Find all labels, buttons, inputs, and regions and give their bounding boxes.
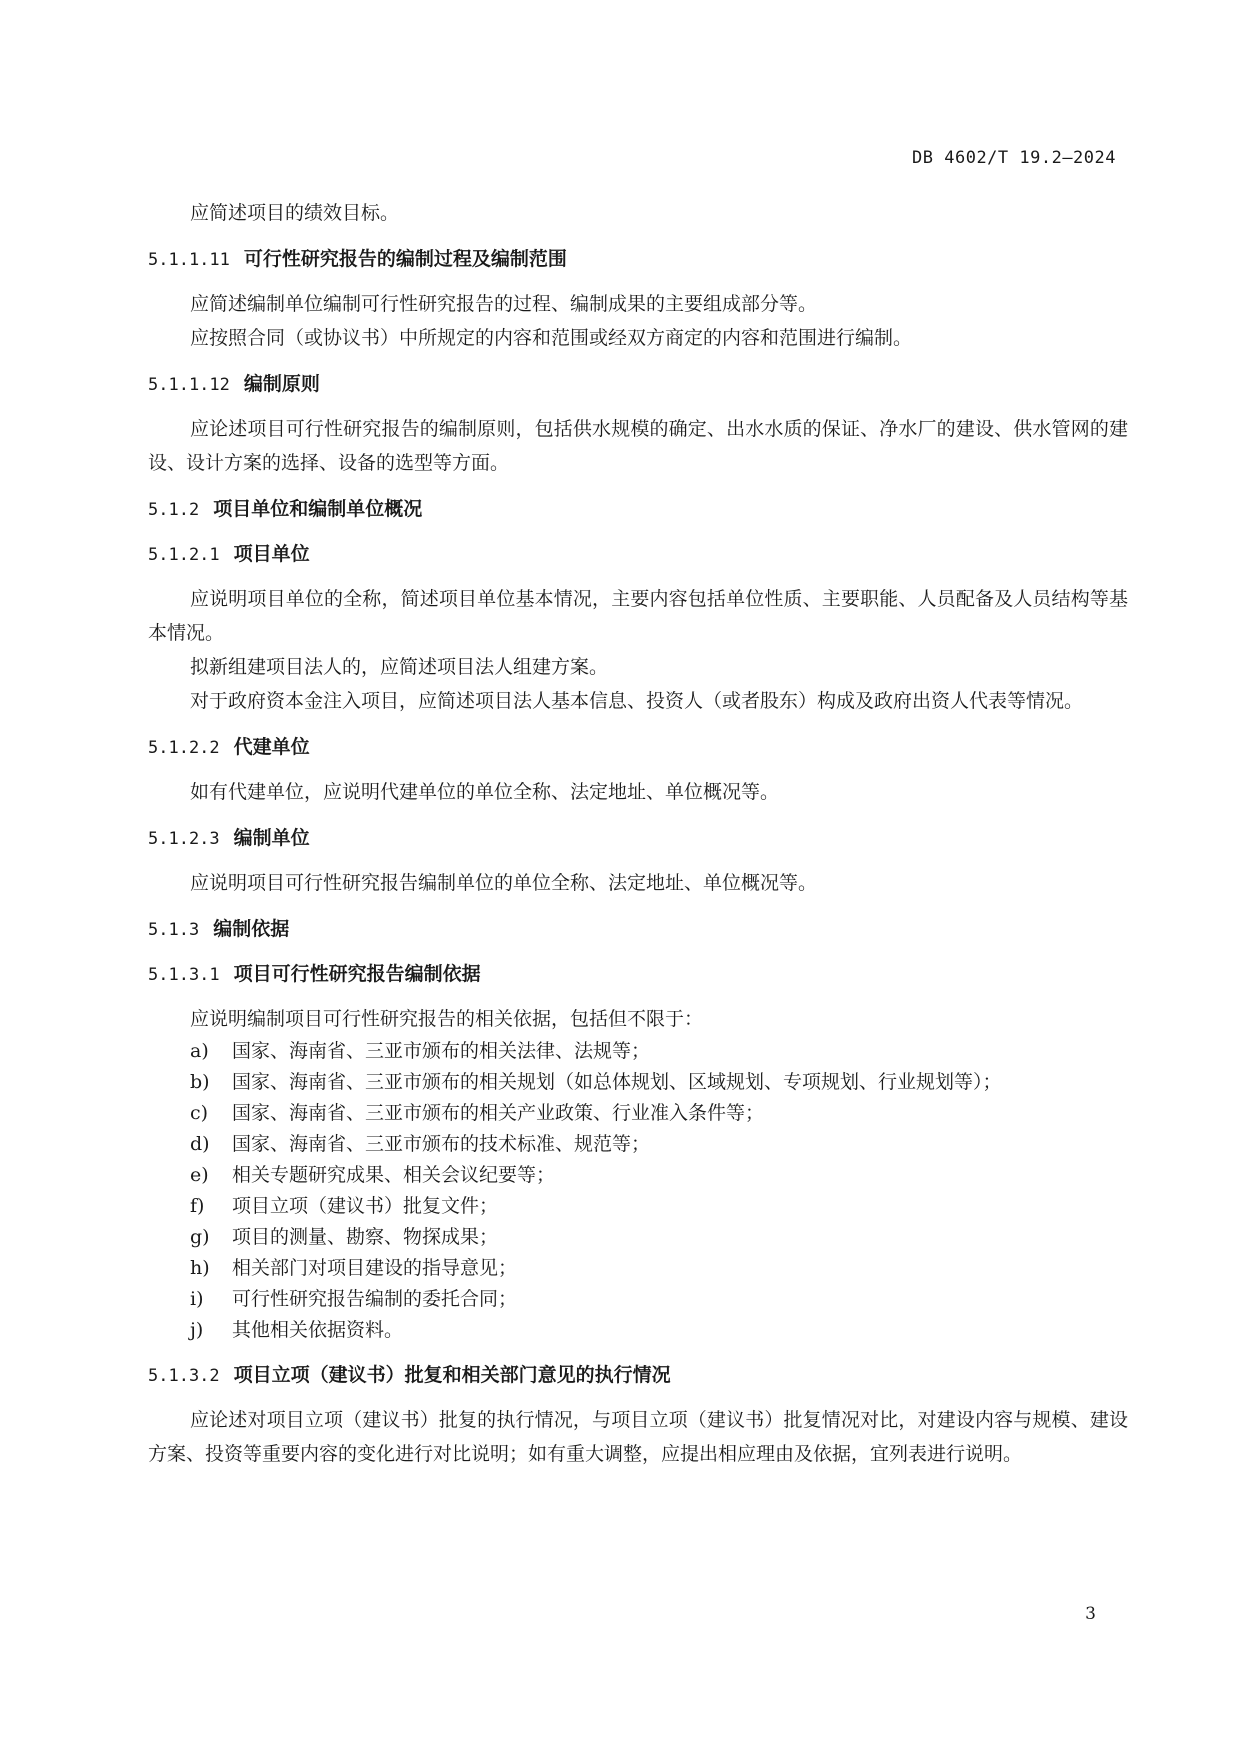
section-heading-5-1-2-2 <box>148 732 1128 763</box>
section-number: 5.1.3.2 <box>148 1366 220 1386</box>
paragraph: 如有代建单位，应说明代建单位的单位全称、法定地址、单位概况等。 <box>190 781 780 803</box>
section-number: 5.1.1.11 <box>148 250 230 270</box>
paragraph: 应简述项目的绩效目标。 <box>190 202 400 224</box>
paragraph: 应论述项目可行性研究报告的编制原则，包括供水规模的确定、出水水质的保证、净水厂的建设、供水管网的建设、设计方案的选择、设备的选型等方面。 <box>148 418 1128 474</box>
paragraph: 应说明编制项目可行性研究报告的相关依据，包括但不限于： <box>190 1008 704 1030</box>
list-item-text: 国家、海南省、三亚市颁布的相关产业政策、行业准入条件等； <box>232 1102 765 1124</box>
page-number: 3 <box>1085 1604 1096 1624</box>
section-title: 代建单位 <box>233 736 310 758</box>
list-item-text: 国家、海南省、三亚市颁布的技术标准、规范等； <box>232 1133 651 1155</box>
list-item-text: 相关专题研究成果、相关会议纪要等； <box>232 1164 556 1186</box>
list-item <box>148 1315 1128 1346</box>
list-marker: a) <box>190 1040 209 1062</box>
list-item <box>148 1191 1128 1222</box>
list-item <box>148 1067 1128 1098</box>
list-item <box>148 1284 1128 1315</box>
section-heading-5-1-2 <box>148 494 1128 525</box>
section-number: 5.1.2.3 <box>148 829 220 849</box>
list-item-text: 国家、海南省、三亚市颁布的相关法律、法规等； <box>232 1040 651 1062</box>
list-marker: e) <box>190 1164 209 1186</box>
list-item <box>148 1129 1128 1160</box>
section-heading-5-1-2-1 <box>148 539 1128 570</box>
section-heading-5-1-2-3 <box>148 823 1128 854</box>
list-item-text: 项目的测量、勘察、物探成果； <box>232 1226 499 1248</box>
section-heading-5-1-3 <box>148 914 1128 945</box>
paragraph: 应说明项目单位的全称，简述项目单位基本情况，主要内容包括单位性质、主要职能、人员配备及人员结构等基本情况。 <box>148 588 1128 644</box>
list-item <box>148 1253 1128 1284</box>
section-number: 5.1.3.1 <box>148 965 220 985</box>
list-item <box>148 1160 1128 1191</box>
section-title: 编制单位 <box>233 827 310 849</box>
section-title: 编制原则 <box>243 373 320 395</box>
paragraph: 对于政府资本金注入项目，应简述项目法人基本信息、投资人（或者股东）构成及政府出资人代表等情况。 <box>190 690 1084 712</box>
list-marker: h) <box>190 1257 210 1279</box>
section-number: 5.1.3 <box>148 920 200 940</box>
list-item-text: 相关部门对项目建设的指导意见； <box>232 1257 518 1279</box>
section-number: 5.1.2.1 <box>148 545 220 565</box>
paragraph: 应按照合同（或协议书）中所规定的内容和范围或经双方商定的内容和范围进行编制。 <box>190 327 913 349</box>
section-number: 5.1.2 <box>148 500 200 520</box>
list-marker: f) <box>190 1195 205 1217</box>
list-marker: j) <box>190 1319 204 1341</box>
list-marker: i) <box>190 1288 204 1310</box>
paragraph: 应论述对项目立项（建议书）批复的执行情况，与项目立项（建议书）批复情况对比，对建设内容与规模、建设方案、投资等重要内容的变化进行对比说明；如有重大调整，应提出相应理由及依据，宜列表进行说明。 <box>148 1409 1128 1465</box>
section-number: 5.1.2.2 <box>148 738 220 758</box>
section-title: 项目单位和编制单位概况 <box>213 498 423 520</box>
list-item-text: 项目立项（建议书）批复文件； <box>232 1195 499 1217</box>
section-title: 项目立项（建议书）批复和相关部门意见的执行情况 <box>233 1364 671 1386</box>
list-item-text: 其他相关依据资料。 <box>232 1319 404 1341</box>
paragraph: 应简述编制单位编制可行性研究报告的过程、编制成果的主要组成部分等。 <box>190 293 818 315</box>
document-body <box>148 196 1128 1471</box>
section-number: 5.1.1.12 <box>148 375 230 395</box>
list-item-text: 可行性研究报告编制的委托合同； <box>232 1288 518 1310</box>
section-heading-5-1-3-1 <box>148 959 1128 990</box>
list-marker: b) <box>190 1071 210 1093</box>
section-heading-5-1-1-12 <box>148 369 1128 400</box>
list-item <box>148 1222 1128 1253</box>
document-id: DB 4602/T 19.2—2024 <box>912 148 1116 168</box>
section-heading-5-1-3-2 <box>148 1360 1128 1391</box>
section-title: 可行性研究报告的编制过程及编制范围 <box>243 248 567 270</box>
section-title: 编制依据 <box>213 918 290 940</box>
paragraph: 拟新组建项目法人的，应简述项目法人组建方案。 <box>190 656 609 678</box>
paragraph: 应说明项目可行性研究报告编制单位的单位全称、法定地址、单位概况等。 <box>190 872 818 894</box>
list-item <box>148 1036 1128 1067</box>
list-item-text: 国家、海南省、三亚市颁布的相关规划（如总体规划、区域规划、专项规划、行业规划等）； <box>232 1071 1002 1093</box>
list-item <box>148 1098 1128 1129</box>
section-heading-5-1-1-11 <box>148 244 1128 275</box>
section-title: 项目可行性研究报告编制依据 <box>233 963 481 985</box>
list-marker: g) <box>190 1226 210 1248</box>
section-title: 项目单位 <box>233 543 310 565</box>
list-marker: c) <box>190 1102 209 1124</box>
list-marker: d) <box>190 1133 210 1155</box>
